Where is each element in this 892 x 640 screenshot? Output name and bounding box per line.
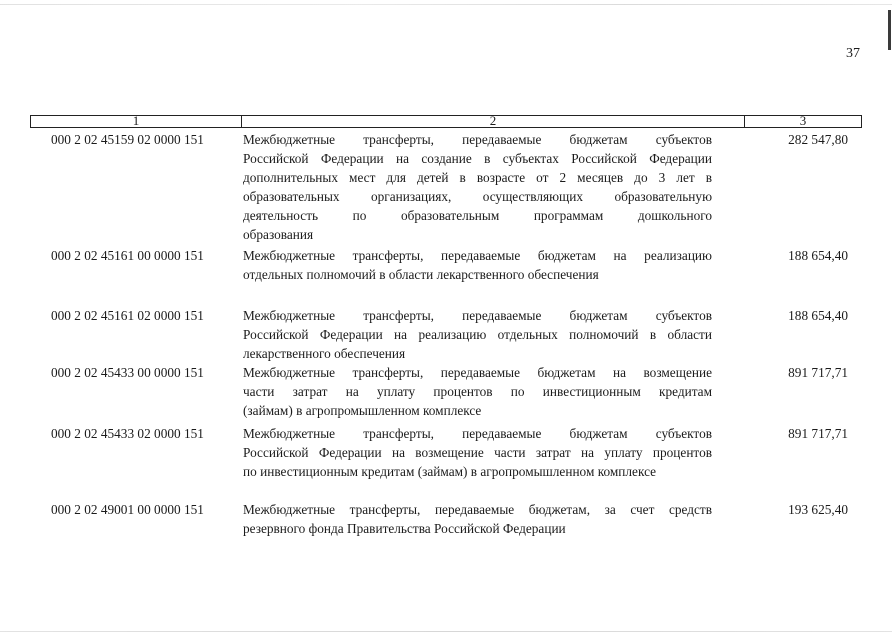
budget-code: 000 2 02 45161 00 0000 151: [51, 248, 204, 263]
header-cell-2: 2: [489, 113, 497, 128]
budget-code: 000 2 02 49001 00 0000 151: [51, 502, 204, 517]
description-line: Межбюджетные трансферты, передаваемые бюджетам на реализацию: [243, 248, 712, 263]
description-line: дополнительных мест для детей в возрасте от 2 месяцев до 3 лет в: [243, 170, 712, 185]
description-line: образования: [243, 227, 314, 242]
table-header: [30, 115, 862, 128]
description-line: лекарственного обеспечения: [243, 346, 406, 361]
budget-code: 000 2 02 45159 02 0000 151: [51, 132, 204, 147]
description-line: по инвестиционным кредитам (займам) в агропромышленном комплексе: [243, 464, 657, 479]
header-cell-3: 3: [799, 113, 807, 128]
budget-code: 000 2 02 45433 02 0000 151: [51, 426, 204, 441]
description-line: Межбюджетные трансферты, передаваемые бюджетам, за счет средств: [243, 502, 712, 517]
row-description: [243, 130, 712, 244]
description-line: Межбюджетные трансферты, передаваемые бюджетам субъектов: [243, 426, 712, 441]
description-line: (займам) в агропромышленном комплексе: [243, 403, 482, 418]
description-line: резервного фонда Правительства Российской Федерации: [243, 521, 566, 536]
budget-code: 000 2 02 45433 00 0000 151: [51, 365, 204, 380]
header-cell-1: 1: [132, 113, 140, 128]
row-description: [243, 306, 712, 363]
row-amount: 188 654,40: [788, 248, 848, 263]
row-description: [243, 363, 712, 420]
scan-edge-right: [888, 10, 891, 50]
description-line: Российской Федерации на реализацию отдельных полномочий в области: [243, 327, 712, 342]
row-amount: 891 717,71: [788, 426, 848, 441]
row-description: [243, 500, 712, 538]
budget-code: 000 2 02 45161 02 0000 151: [51, 308, 204, 323]
description-line: Межбюджетные трансферты, передаваемые бюджетам субъектов: [243, 132, 712, 147]
row-amount: 891 717,71: [788, 365, 848, 380]
description-line: Межбюджетные трансферты, передаваемые бюджетам субъектов: [243, 308, 712, 323]
row-amount: 193 625,40: [788, 502, 848, 517]
scan-edge-bottom: [0, 631, 892, 632]
description-line: Межбюджетные трансферты, передаваемые бюджетам на возмещение: [243, 365, 712, 380]
description-line: части затрат на уплату процентов по инвестиционным кредитам: [243, 384, 712, 399]
page-number: 37: [846, 46, 860, 61]
description-line: Российской Федерации на возмещение части затрат на уплату процентов: [243, 445, 712, 460]
row-amount: 188 654,40: [788, 308, 848, 323]
scan-edge-top: [0, 4, 892, 5]
description-line: отдельных полномочий в области лекарственного обеспечения: [243, 267, 599, 282]
row-description: [243, 246, 712, 284]
description-line: деятельность по образовательным программам дошкольного: [243, 208, 712, 223]
row-amount: 282 547,80: [788, 132, 848, 147]
description-line: Российской Федерации на создание в субъектах Российской Федерации: [243, 151, 712, 166]
row-description: [243, 424, 712, 481]
description-line: образовательных организациях, осуществляющих образовательную: [243, 189, 712, 204]
